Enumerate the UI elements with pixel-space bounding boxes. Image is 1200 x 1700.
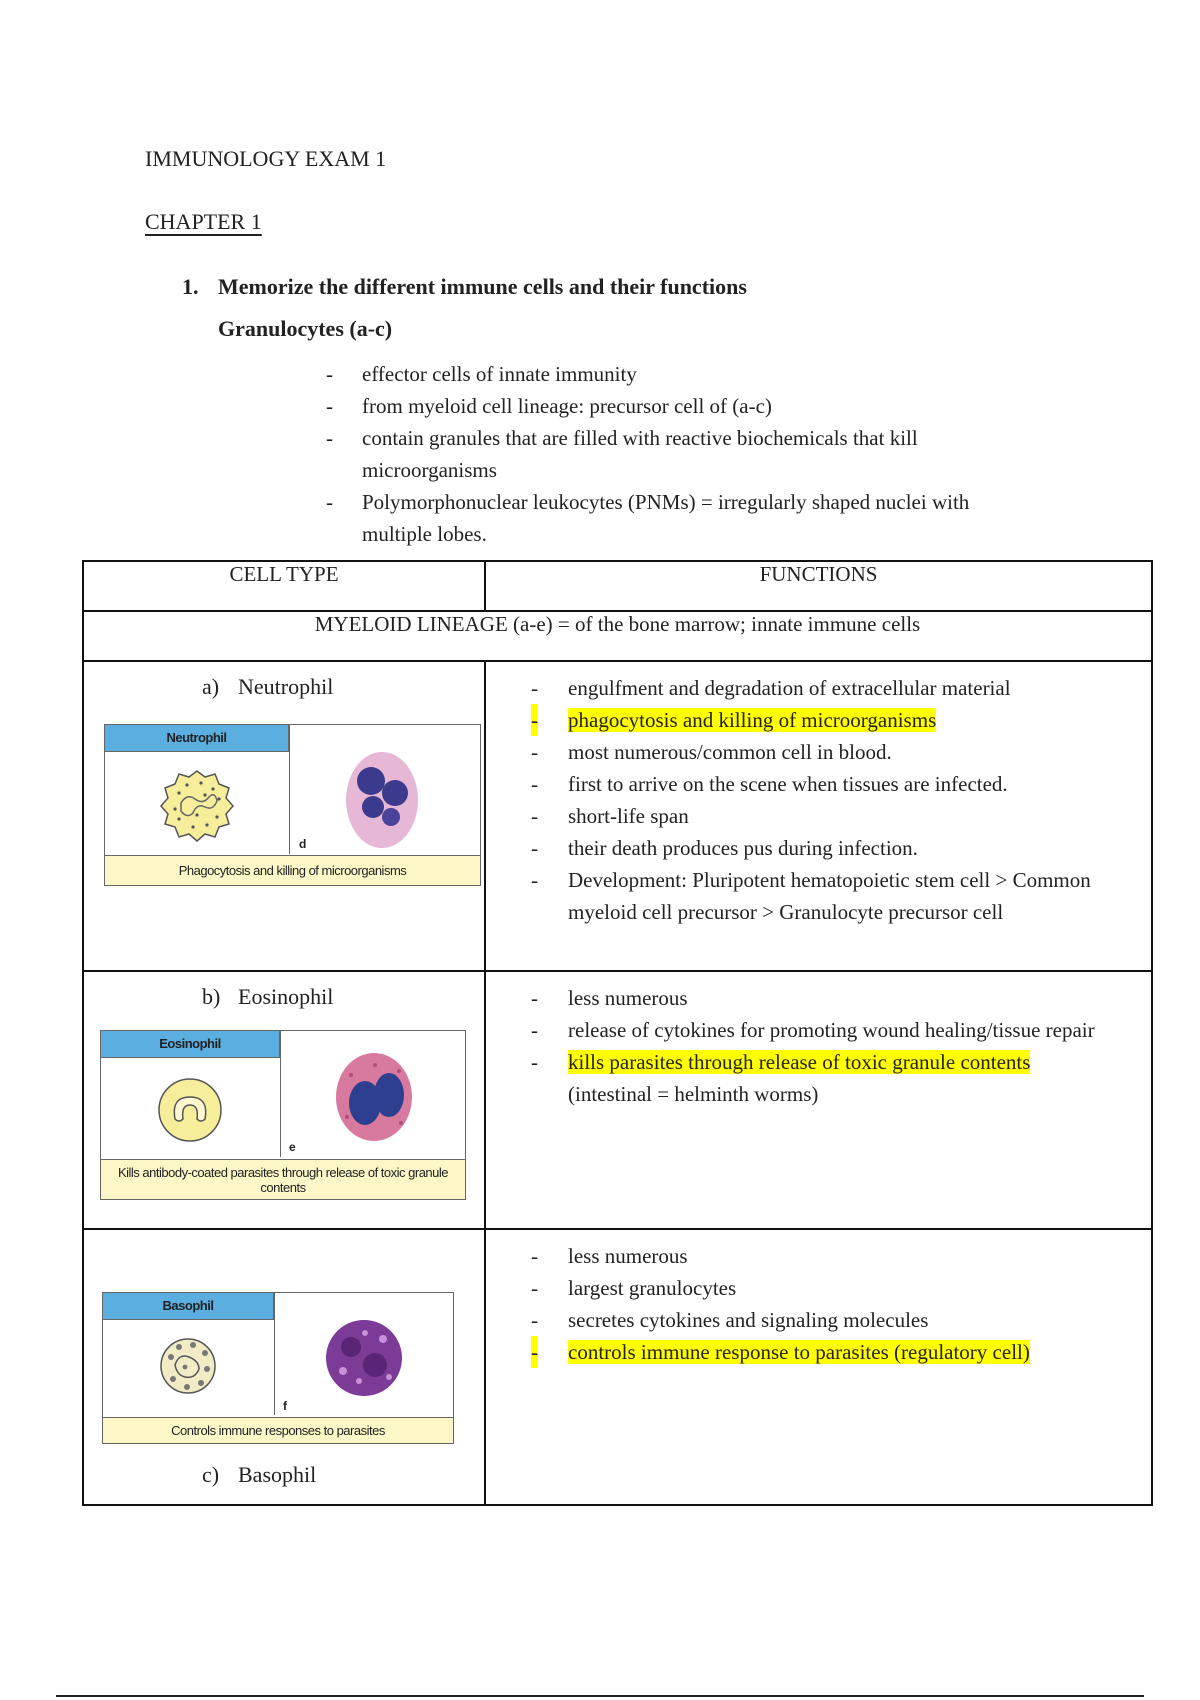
granulocyte-intro-list bbox=[326, 358, 1026, 550]
function-item: - release of cytokines for promoting wound healing/tissue repair bbox=[531, 1018, 1095, 1042]
function-item-highlighted: - controls immune response to parasites (regulatory cell) bbox=[486, 1336, 1151, 1368]
function-list bbox=[486, 1240, 1151, 1368]
functions-eosinophil bbox=[485, 971, 1152, 1229]
table-header-row bbox=[83, 561, 1152, 611]
cell-type-basophil bbox=[83, 1229, 485, 1505]
cell-function-table bbox=[82, 560, 1153, 1506]
intro-point: - contain granules that are filled with reactive biochemicals that kill microorganisms bbox=[326, 422, 1026, 486]
cell-type-eosinophil bbox=[83, 971, 485, 1229]
function-item: - Development: Pluripotent hematopoietic stem cell > Common myeloid cell precursor > Granulocyte precursor cell bbox=[531, 868, 1091, 924]
function-item: - their death produces pus during infection. bbox=[531, 836, 918, 860]
table-row bbox=[83, 971, 1152, 1229]
cell-letter: b) bbox=[202, 984, 221, 1009]
header-cell-type: CELL TYPE bbox=[83, 561, 485, 611]
eosinophil-micrograph-icon bbox=[329, 1045, 419, 1145]
page-bottom-rule bbox=[56, 1695, 1144, 1697]
table-row bbox=[83, 1229, 1152, 1505]
figure-label: Basophil bbox=[103, 1293, 274, 1320]
figure-divider bbox=[274, 1293, 275, 1415]
cell-letter: a) bbox=[202, 674, 220, 699]
figure-caption: Phagocytosis and killing of microorganisms bbox=[105, 855, 480, 885]
cell-name-text: Eosinophil bbox=[238, 984, 334, 1009]
figure-label: Eosinophil bbox=[101, 1031, 280, 1058]
function-item: - less numerous bbox=[531, 986, 688, 1010]
intro-point: - effector cells of innate immunity bbox=[326, 358, 1026, 390]
neutrophil-figure bbox=[104, 724, 481, 886]
question-heading bbox=[182, 274, 747, 300]
table-row bbox=[83, 661, 1152, 971]
function-item-highlighted: - kills parasites through release of toxic granule contents bbox=[531, 1050, 1031, 1074]
figure-sublabel: f bbox=[283, 1399, 287, 1413]
function-list bbox=[486, 672, 1151, 928]
intro-point: - from myeloid cell lineage: precursor cell of (a-c) bbox=[326, 390, 1026, 422]
cell-name-text: Neutrophil bbox=[238, 674, 334, 699]
eosinophil-diagram-icon bbox=[155, 1075, 225, 1145]
cell-name bbox=[202, 1462, 316, 1488]
figure-divider bbox=[289, 725, 290, 854]
function-item: - secretes cytokines and signaling molecules bbox=[531, 1308, 929, 1332]
function-item: - most numerous/common cell in blood. bbox=[531, 740, 892, 764]
question-number: 1. bbox=[182, 274, 199, 299]
question-text: Memorize the different immune cells and their functions bbox=[218, 274, 747, 299]
figure-label: Neutrophil bbox=[105, 725, 289, 752]
intro-point: - Polymorphonuclear leukocytes (PNMs) = irregularly shaped nuclei with multiple lobes. bbox=[326, 486, 1026, 550]
figure-divider bbox=[280, 1031, 281, 1157]
function-item: - less numerous bbox=[531, 1244, 688, 1268]
basophil-diagram-icon bbox=[157, 1335, 219, 1397]
function-item-continued: (intestinal = helminth worms) bbox=[568, 1082, 819, 1106]
granulocytes-heading: Granulocytes (a-c) bbox=[218, 316, 393, 341]
function-item-highlighted: - phagocytosis and killing of microorganisms bbox=[486, 704, 1151, 736]
lineage-row bbox=[83, 611, 1152, 661]
function-item: - largest granulocytes bbox=[531, 1276, 737, 1300]
figure-caption: Kills antibody-coated parasites through release of toxic granule contents bbox=[101, 1159, 465, 1199]
eosinophil-figure bbox=[100, 1030, 466, 1200]
figure-sublabel: e bbox=[289, 1140, 296, 1154]
function-item: - short-life span bbox=[531, 804, 689, 828]
functions-basophil bbox=[485, 1229, 1152, 1505]
function-list bbox=[486, 982, 1151, 1110]
neutrophil-diagram-icon bbox=[157, 765, 237, 845]
header-functions: FUNCTIONS bbox=[485, 561, 1152, 611]
chapter-heading: CHAPTER 1 bbox=[145, 209, 262, 234]
lineage-text: MYELOID LINEAGE (a-e) = of the bone marrow; innate immune cells bbox=[83, 611, 1152, 661]
document-title: IMMUNOLOGY EXAM 1 bbox=[145, 146, 387, 171]
basophil-figure bbox=[102, 1292, 454, 1444]
basophil-micrograph-icon bbox=[321, 1315, 407, 1401]
functions-neutrophil bbox=[485, 661, 1152, 971]
cell-letter: c) bbox=[202, 1462, 220, 1487]
cell-name-text: Basophil bbox=[238, 1462, 317, 1487]
cell-name bbox=[202, 674, 333, 700]
function-item: - first to arrive on the scene when tissues are infected. bbox=[531, 772, 1008, 796]
cell-type-neutrophil bbox=[83, 661, 485, 971]
figure-caption: Controls immune responses to parasites bbox=[103, 1417, 453, 1443]
figure-sublabel: d bbox=[299, 837, 307, 851]
function-item: - engulfment and degradation of extracellular material bbox=[531, 676, 1011, 700]
cell-name bbox=[202, 984, 333, 1010]
neutrophil-micrograph-icon bbox=[337, 745, 427, 855]
